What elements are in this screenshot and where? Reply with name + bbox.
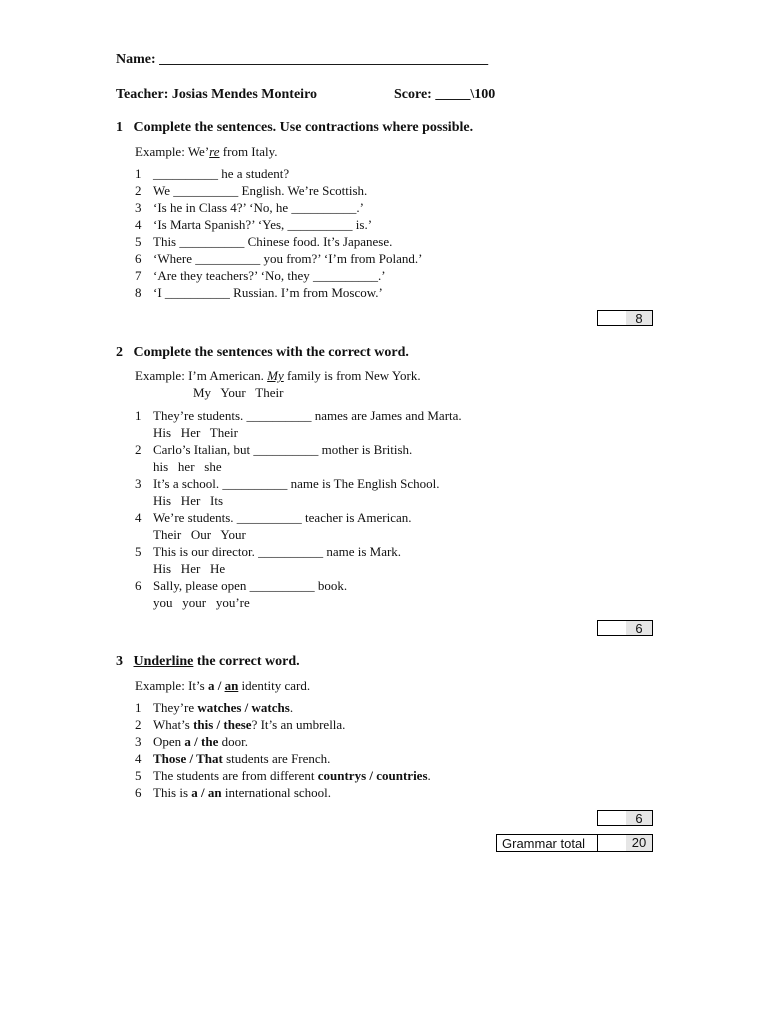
item-number: 6 (135, 578, 142, 593)
section1-list (135, 166, 615, 306)
list-item (135, 734, 248, 750)
list-item (135, 578, 347, 594)
item-options: you your you’re (153, 595, 250, 610)
item-text: This is our director. __________ name is Mark. (153, 544, 402, 559)
item-text-post: students are French. (222, 751, 331, 766)
list-item (135, 442, 412, 458)
grammar-total-box (496, 834, 653, 852)
item-number: 7 (135, 268, 142, 283)
section2-list (135, 408, 615, 614)
list-item (135, 751, 330, 767)
item-options: his her she (153, 459, 222, 474)
item-text: We __________ English. We’re Scottish. (153, 183, 368, 198)
item-text-post: . (289, 700, 294, 715)
section3-list (135, 700, 615, 804)
item-text-pre: This is (153, 785, 192, 800)
item-number: 4 (135, 751, 142, 766)
item-options: Their Our Your (153, 527, 246, 542)
section1-title: Complete the sentences. Use contractions where possible. (133, 120, 474, 135)
section1-example: Example: We’re from Italy. (135, 144, 278, 159)
section2-example: Example: I’m American. My family is from New York. (135, 368, 421, 383)
grammar-total-value: 20 (626, 835, 652, 851)
list-item (135, 268, 386, 284)
list-item (135, 785, 331, 801)
item-text: ‘I __________ Russian. I’m from Moscow.’ (153, 285, 383, 300)
section1-score: 8 (626, 311, 652, 325)
section3-title: the correct word. (193, 654, 300, 669)
item-number: 5 (135, 234, 142, 249)
item-number: 4 (135, 510, 142, 525)
item-number: 3 (135, 734, 142, 749)
item-choice: Those / That (153, 751, 223, 766)
section3-title-underline: Underline (133, 654, 194, 669)
item-text: They’re students. __________ names are James and Marta. (153, 408, 462, 423)
item-number: 2 (135, 442, 142, 457)
item-text: We’re students. __________ teacher is American. (153, 510, 412, 525)
list-item (135, 183, 367, 199)
name-line: Name: _______________________________________________ (116, 52, 489, 67)
list-item (135, 408, 462, 424)
section2-example-options: My Your Their (193, 385, 284, 400)
section2-score: 6 (626, 621, 652, 635)
section3-number: 3 (116, 654, 123, 669)
score-blank[interactable] (598, 621, 627, 635)
item-number: 8 (135, 285, 142, 300)
list-item (135, 700, 293, 716)
section3-example: Example: It’s a / an identity card. (135, 678, 311, 693)
item-text: __________ he a student? (153, 166, 290, 181)
score-blank[interactable] (598, 811, 627, 825)
list-item (135, 166, 289, 182)
item-text: Carlo’s Italian, but __________ mother is British. (153, 442, 413, 457)
item-choice: a / the (184, 734, 219, 749)
teacher-line: Teacher: Josias Mendes Monteiro (116, 87, 318, 102)
grammar-total-label: Grammar total (502, 836, 586, 851)
item-text: ‘Is Marta Spanish?’ ‘Yes, __________ is.’ (153, 217, 373, 232)
section3-example-answer: an (224, 678, 239, 693)
score-blank[interactable] (598, 311, 627, 325)
list-item (135, 251, 422, 267)
item-options: His Her Its (153, 493, 224, 508)
section1-score-box (597, 310, 653, 326)
item-text-post: ? It’s an umbrella. (251, 717, 346, 732)
item-text-pre: They’re (153, 700, 198, 715)
section1-number: 1 (116, 120, 123, 135)
item-text: This __________ Chinese food. It’s Japanese. (153, 234, 393, 249)
item-text: It’s a school. __________ name is The English School. (153, 476, 440, 491)
item-text: Sally, please open __________ book. (153, 578, 348, 593)
list-item (135, 768, 431, 784)
score-blank[interactable] (597, 835, 627, 851)
item-text-pre: Open (153, 734, 185, 749)
list-item (135, 476, 439, 492)
item-text-post: . (427, 768, 431, 783)
item-text: ‘Are they teachers?’ ‘No, they __________.’ (153, 268, 386, 283)
list-item (135, 510, 412, 526)
item-options: His Her He (153, 561, 226, 576)
item-number: 3 (135, 476, 142, 491)
item-number: 1 (135, 700, 142, 715)
item-choice: watches / watchs (197, 700, 290, 715)
item-text-pre: What’s (153, 717, 194, 732)
score-line: Score: _____\100 (394, 87, 496, 102)
section1-heading (116, 120, 473, 136)
list-item (135, 544, 401, 560)
item-number: 6 (135, 785, 142, 800)
item-text-pre: The students are from different (153, 768, 318, 783)
item-number: 6 (135, 251, 142, 266)
section3-score: 6 (626, 811, 652, 825)
item-choice: this / these (193, 717, 252, 732)
section2-number: 2 (116, 345, 123, 360)
item-text-post: international school. (221, 785, 332, 800)
list-item (135, 234, 392, 250)
section2-title: Complete the sentences with the correct word. (133, 345, 409, 360)
item-text: ‘Where __________ you from?’ ‘I’m from Poland.’ (153, 251, 423, 266)
item-number: 1 (135, 408, 142, 423)
list-item (135, 285, 383, 301)
item-choice: countrys / countries (317, 768, 428, 783)
list-item (135, 217, 372, 233)
section3-score-box (597, 810, 653, 826)
item-number: 4 (135, 217, 142, 232)
section3-heading (116, 654, 300, 670)
item-number: 1 (135, 166, 142, 181)
item-number: 5 (135, 544, 142, 559)
section2-example-answer: My (267, 368, 284, 383)
section2-score-box (597, 620, 653, 636)
item-number: 3 (135, 200, 142, 215)
item-options: His Her Their (153, 425, 238, 440)
section1-example-answer: re (209, 144, 220, 159)
list-item (135, 200, 364, 216)
item-number: 5 (135, 768, 142, 783)
item-number: 2 (135, 717, 142, 732)
list-item (135, 717, 345, 733)
item-text: ‘Is he in Class 4?’ ‘No, he __________.’ (153, 200, 364, 215)
item-text-post: door. (218, 734, 248, 749)
section2-heading (116, 345, 409, 361)
item-number: 2 (135, 183, 142, 198)
item-choice: a / an (191, 785, 222, 800)
